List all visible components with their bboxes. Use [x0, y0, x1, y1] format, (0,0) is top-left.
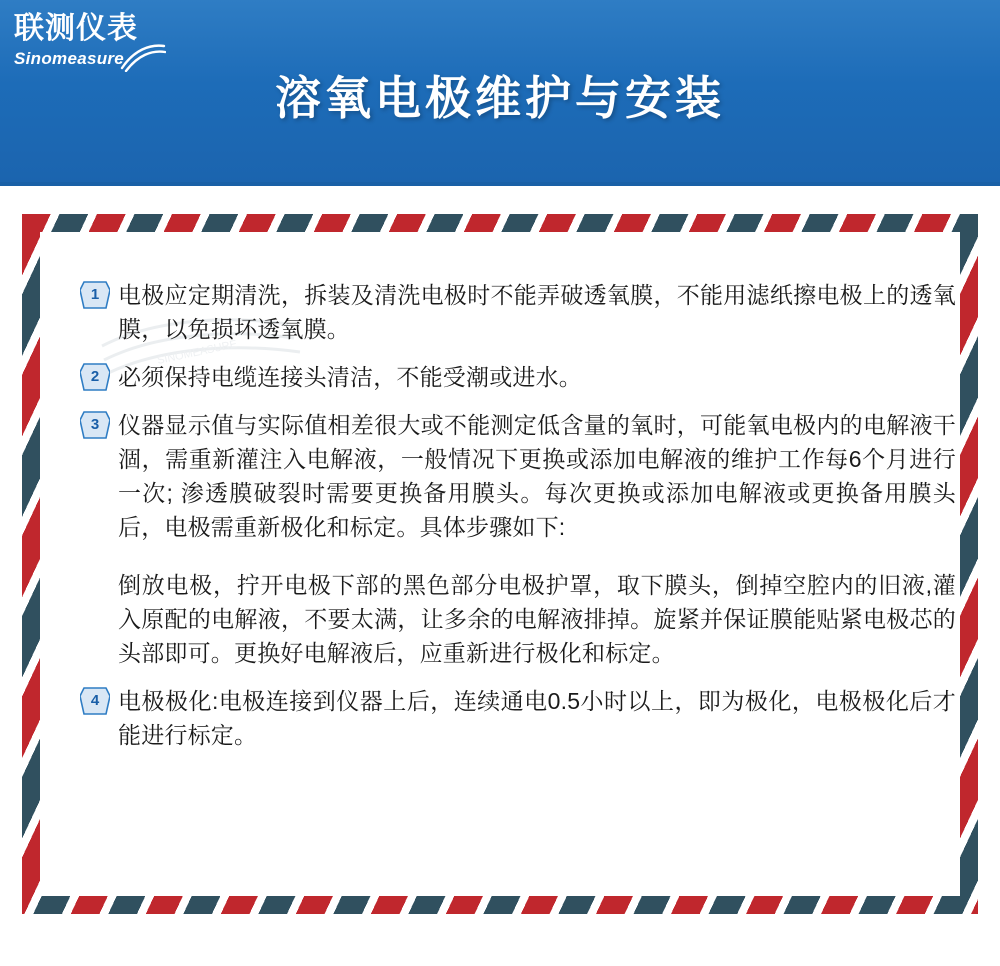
list-item [80, 684, 956, 752]
page-content [0, 186, 1000, 966]
procedure-paragraph: 倒放电极，拧开电极下部的黑色部分电极护罩，取下膜头，倒掉空腔内的旧液,灌入原配的电解液，不要太满，让多余的电解液排掉。旋紧并保证膜能贴紧电极芯的头部即可。更换好电解液后，应重新进行极化和标定。 [118, 572, 956, 666]
number-badge-icon [80, 362, 110, 392]
list-item-number: 1 [90, 286, 100, 303]
svg-text:SINOMEASURE: SINOMEASURE [156, 338, 239, 367]
number-badge-icon [80, 410, 110, 440]
list-item [80, 360, 956, 394]
brand-name-cn: 联测仪表 [14, 12, 138, 45]
spacer [80, 558, 956, 568]
list-item-number: 2 [90, 368, 100, 385]
page-title: 溶氧电极维护与安装 [275, 72, 725, 124]
page-header [0, 0, 1000, 186]
frame-inner [80, 278, 956, 886]
number-badge-icon [80, 686, 110, 716]
list-item-text: 仪器显示值与实际值相差很大或不能测定低含量的氧时，可能氧电极内的电解液干涸，需重新灌注入电解液，一般情况下更换或添加电解液的维护工作每6个月进行一次; 渗透膜破裂时需要更换备用膜头。每次更换或添加电解液或更换备用膜头后，电极需重新极化和标定。具体步骤如下: [118, 412, 956, 540]
list-item-number: 4 [90, 692, 100, 709]
list-item-text: 必须保持电缆连接头清洁，不能受潮或进水。 [118, 364, 582, 390]
list-item-text: 电极极化:电极连接到仪器上后，连续通电0.5小时以上，即为极化，电极极化后才能进行标定。 [118, 688, 956, 748]
number-badge-icon [80, 280, 110, 310]
list-item-text: 电极应定期清洗，拆装及清洗电极时不能弄破透氧膜，不能用滤纸擦电极上的透氧膜，以免损坏透氧膜。 [118, 282, 956, 342]
list-item [80, 278, 956, 346]
list-item-number: 3 [90, 416, 100, 433]
list-item [80, 408, 956, 544]
brand-name-en: Sinomeasure [14, 49, 125, 68]
hazard-striped-frame [22, 214, 978, 914]
